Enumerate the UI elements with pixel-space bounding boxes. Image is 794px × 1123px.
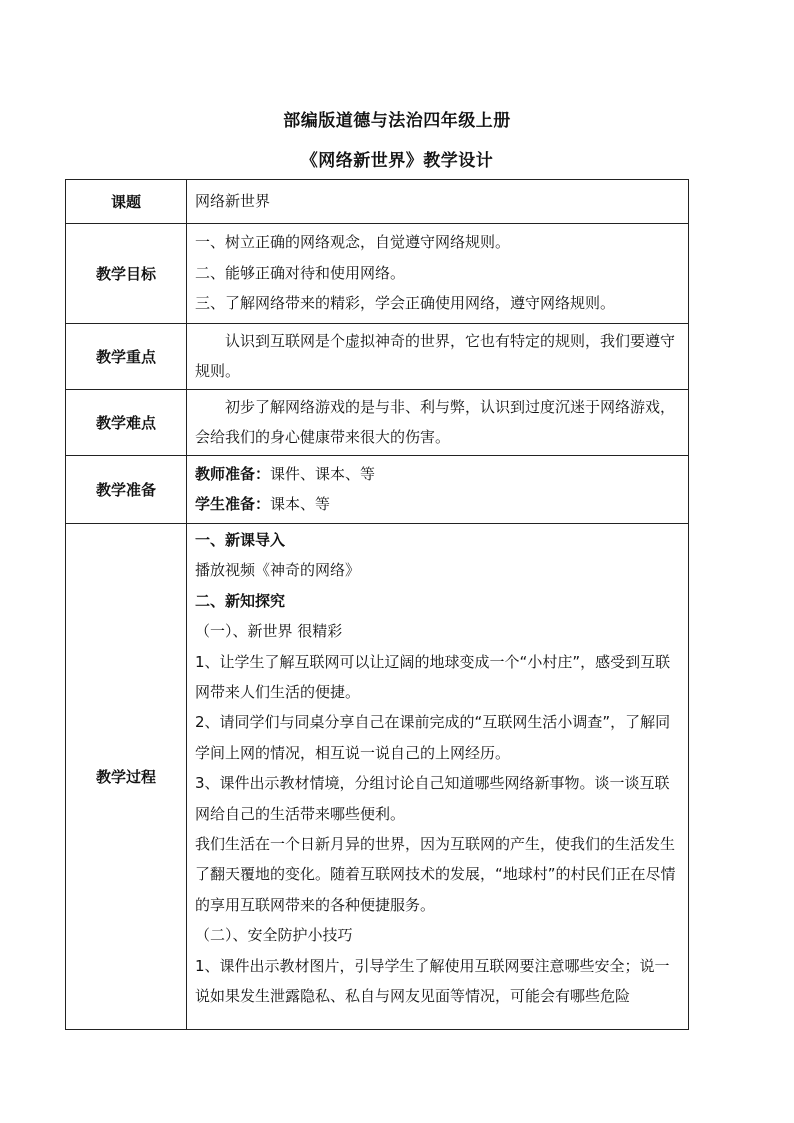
process-subheading: （一）、新世界 很精彩 — [195, 622, 343, 641]
goal-item: 一、树立正确的网络观念，自觉遵守网络规则。 — [195, 233, 511, 252]
process-paragraph: 3、课件出示教材情境，分组讨论自己知道哪些网络新事物。谈一谈互联网给自己的生活带来哪些便利。 — [195, 774, 670, 823]
lesson-plan-table — [65, 179, 689, 1030]
goals-content — [187, 224, 689, 324]
key-points-content — [187, 324, 689, 390]
table-row-goals — [66, 224, 689, 324]
key-points-label: 教学重点 — [66, 324, 187, 390]
goal-item: 二、能够正确对待和使用网络。 — [195, 263, 406, 282]
teacher-preparation-value: 课件、课本、等 — [270, 464, 376, 483]
difficulties-content — [187, 390, 689, 456]
document-title: 部编版道德与法治四年级上册 — [283, 111, 511, 131]
document-subtitle: 《网络新世界》教学设计 — [300, 151, 494, 171]
process-paragraph: 2、请同学们与同桌分享自己在课前完成的“互联网生活小调查”，了解同学间上网的情况，相互说一说自己的上网经历。 — [195, 713, 671, 762]
process-paragraph: 1、课件出示教材图片，引导学生了解使用互联网要注意哪些安全；说一说如果发生泄露隐私、私自与网友见面等情况，可能会有哪些危险 — [195, 956, 670, 1006]
topic-value: 网络新世界 — [187, 180, 689, 224]
process-content — [187, 524, 689, 1030]
table-row-key-points — [66, 324, 689, 390]
preparation-label: 教学准备 — [66, 456, 187, 524]
process-paragraph: 我们生活在一个日新月异的世界，因为互联网的产生，使我们的生活发生了翻天覆地的变化。随着互联网技术的发展，“地球村”的村民们正在尽情的享用互联网带来的各种便捷服务。 — [195, 835, 676, 914]
table-row-process — [66, 524, 689, 1030]
goal-item: 三、了解网络带来的精彩，学会正确使用网络，遵守网络规则。 — [195, 294, 616, 313]
process-section-heading: 一、新课导入 — [195, 531, 286, 549]
process-subheading: （二）、安全防护小技巧 — [195, 926, 353, 945]
teacher-preparation-label: 教师准备： — [195, 464, 271, 483]
table-row-topic — [66, 180, 689, 224]
process-paragraph: 1、让学生了解互联网可以让辽阔的地球变成一个“小村庄”，感受到互联网带来人们生活的便捷。 — [195, 652, 671, 702]
student-preparation-label: 学生准备： — [195, 495, 271, 513]
process-text-area — [195, 525, 684, 1023]
key-points-text: 认识到互联网是个虚拟神奇的世界，它也有特定的规则，我们要遵守规则。 — [195, 331, 676, 380]
table-row-preparation — [66, 456, 689, 524]
preparation-content — [187, 456, 689, 524]
table-row-difficulties — [66, 390, 689, 456]
process-section-heading: 二、新知探究 — [195, 591, 286, 610]
student-preparation — [195, 489, 684, 519]
process-label: 教学过程 — [66, 524, 187, 1030]
difficulties-label: 教学难点 — [66, 390, 187, 456]
process-line: 播放视频《神奇的网络》 — [195, 561, 361, 580]
teacher-preparation — [195, 459, 684, 489]
student-preparation-value: 课本、等 — [270, 495, 331, 513]
difficulties-text: 初步了解网络游戏的是与非、利与弊，认识到过度沉迷于网络游戏，会给我们的身心健康带来很大的伤害。 — [195, 397, 676, 446]
goals-label: 教学目标 — [66, 224, 187, 324]
topic-label: 课题 — [66, 180, 187, 224]
